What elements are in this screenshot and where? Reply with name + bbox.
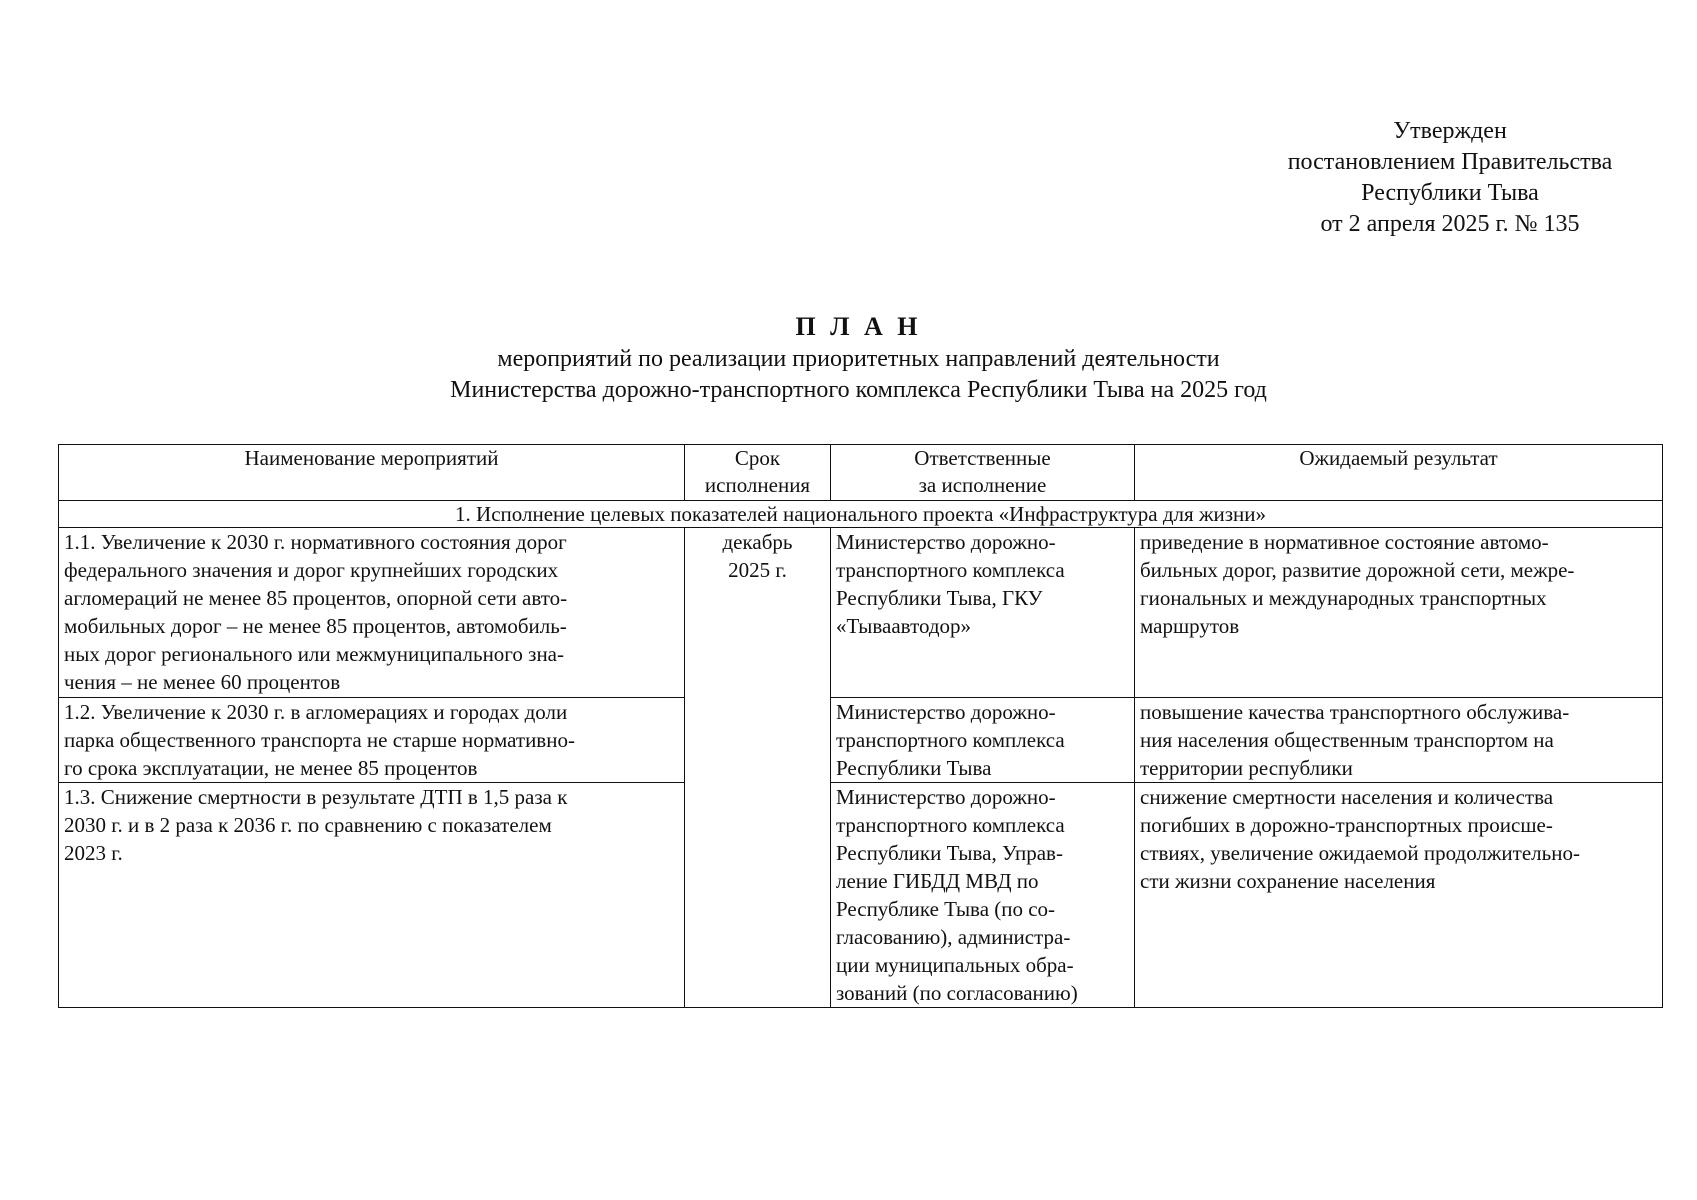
- cell-term: декабрь 2025 г.: [685, 528, 831, 1008]
- table-row: [59, 528, 1663, 698]
- cell-event-name: 1.1. Увеличение к 2030 г. нормативного состояния дорог федерального значения и дорог крупнейших городских агломераций не менее 85 процентов, опорной сети авто- мобильных дорог – не менее 85 процентов, автомобиль- ных дорог регионального или межмуниципального зна- чения – не менее 60 процентов: [59, 528, 685, 698]
- plan-table: [58, 444, 1663, 1008]
- cell-responsible: Министерство дорожно- транспортного комплекса Республики Тыва: [831, 698, 1135, 783]
- approval-line: постановлением Правительства: [1287, 149, 1613, 175]
- approval-line: Республики Тыва: [1361, 180, 1539, 206]
- title-block: [0, 310, 1697, 406]
- document-subtitle-line: мероприятий по реализации приоритетных направлений деятельности: [497, 346, 1220, 372]
- table-row: [59, 698, 1663, 783]
- cell-result: снижение смертности населения и количества погибших в дорожно-транспортных происше- ствиях, увеличение ожидаемой продолжительно- сти жизни сохранение населения: [1135, 783, 1663, 1008]
- header-term: Срок исполнения: [685, 445, 831, 501]
- cell-event-name: 1.3. Снижение смертности в результате ДТП в 1,5 раза к 2030 г. и в 2 раза к 2036 г. по сравнению с показателем 2023 г.: [59, 783, 685, 1008]
- cell-event-name: 1.2. Увеличение к 2030 г. в агломерациях и городах доли парка общественного транспорта не старше нормативно- го срока эксплуатации, не менее 85 процентов: [59, 698, 685, 783]
- header-responsible: Ответственные за исполнение: [831, 445, 1135, 501]
- cell-responsible: Министерство дорожно- транспортного комплекса Республики Тыва, ГКУ «Тываавтодор»: [831, 528, 1135, 698]
- table-header-row: [59, 445, 1663, 501]
- cell-result: повышение качества транспортного обслужива- ния населения общественным транспортом на территории республики: [1135, 698, 1663, 783]
- header-result: Ожидаемый результат: [1135, 445, 1663, 501]
- section-title: 1. Исполнение целевых показателей национального проекта «Инфраструктура для жизни»: [59, 501, 1663, 528]
- section-row: [59, 501, 1663, 528]
- header-name: Наименование мероприятий: [59, 445, 685, 501]
- approval-line: Утвержден: [1393, 118, 1507, 144]
- document-title: П Л А Н: [795, 312, 922, 341]
- document-subtitle-line: Министерства дорожно-транспортного комплекса Республики Тыва на 2025 год: [450, 377, 1267, 403]
- cell-result: приведение в нормативное состояние автомо- бильных дорог, развитие дорожной сети, межре- гиональных и международных транспортных маршрутов: [1135, 528, 1663, 698]
- table-row: [59, 783, 1663, 1008]
- approval-line: от 2 апреля 2025 г. № 135: [1320, 211, 1580, 237]
- cell-responsible: Министерство дорожно- транспортного комплекса Республики Тыва, Управ- ление ГИБДД МВД по Республике Тыва (по со- гласованию), администра- ции муниципальных обра- зований (по согласованию): [831, 783, 1135, 1008]
- approval-stamp: [1240, 116, 1660, 240]
